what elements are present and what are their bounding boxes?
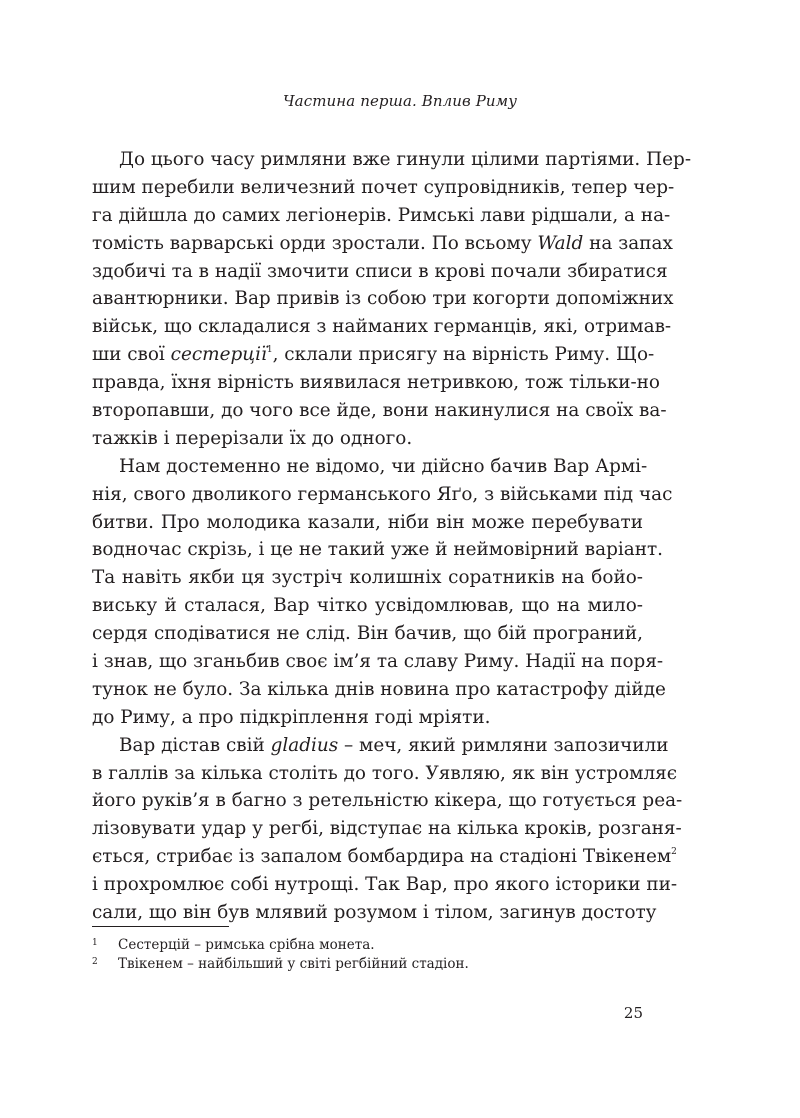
text-line — [92, 899, 657, 927]
text-line — [92, 564, 643, 592]
text-line — [92, 313, 672, 341]
text-run: і прохромлює собі нутрощі. Так Вар, про якого історики пи- — [92, 874, 678, 896]
footnote-text: Твікенем – найбільший у світі регбійний стадіон. — [118, 956, 469, 972]
text-run: в галлів за кілька століть до того. Уявляю, як він устромляє — [92, 762, 678, 784]
text-run: тунок не було. За кілька днів новина про катастрофу дійде — [92, 678, 666, 700]
text-run: ши свої — [92, 344, 171, 366]
footnotes — [92, 936, 643, 974]
running-head: Частина перша. Вплив Риму — [282, 92, 518, 110]
footnote-2 — [92, 955, 643, 974]
text-line — [92, 676, 666, 704]
text-line — [92, 397, 667, 425]
text-line — [92, 285, 674, 313]
text-run: второпавши, до чого все йде, вони накинулися на своїх ва- — [92, 400, 667, 422]
footnote-ref: 2 — [671, 847, 677, 858]
text-line — [92, 787, 683, 815]
text-line — [92, 341, 655, 369]
text-line — [92, 648, 664, 676]
text-run: здобичі та в надії змочити списи в крові почали збиратися — [92, 260, 668, 282]
text-line — [92, 425, 643, 453]
text-line — [92, 732, 669, 760]
text-line — [92, 704, 643, 732]
body-text — [92, 146, 692, 927]
text-run: До цього часу римляни вже гинули цілими партіями. Пер- — [119, 149, 692, 170]
text-run: до Риму, а про підкріплення годі мріяти. — [92, 706, 491, 728]
text-run: на запах — [583, 232, 673, 254]
text-line — [92, 536, 663, 564]
text-run: авантюрники. Вар привів із собою три когорти допоміжних — [92, 288, 674, 310]
italic-text: Wald — [537, 232, 584, 254]
text-line — [92, 843, 677, 871]
text-run: – меч, який римляни запозичили — [338, 734, 669, 756]
footnote-1 — [92, 936, 643, 955]
text-run: сердя сподіватися не слід. Він бачив, що бій програний, — [92, 623, 643, 645]
footnote-number: 1 — [92, 938, 98, 948]
text-line — [92, 871, 678, 899]
text-run: і знав, що зганьбив своє ім’я та славу Риму. Надії на поря- — [92, 651, 664, 673]
text-run: сали, що він був млявий розумом і тілом, загинув достоту — [92, 902, 657, 924]
text-line — [92, 230, 673, 258]
text-run: Нам достеменно не відомо, чи дійсно бачив Вар Армі- — [119, 455, 648, 477]
footnote-ref: 1 — [266, 345, 273, 356]
footnote-text: Сестерцій – римська срібна монета. — [118, 937, 375, 953]
text-line — [92, 815, 682, 843]
text-line — [92, 146, 692, 174]
text-line — [92, 760, 678, 788]
text-line — [92, 509, 643, 537]
text-run: Вар дістав свій — [119, 734, 271, 756]
footnote-divider — [92, 926, 229, 927]
text-line — [92, 369, 661, 397]
footnote-number: 2 — [92, 957, 98, 967]
text-line — [92, 620, 643, 648]
text-run: томість варварські орди зростали. По всьому — [92, 232, 538, 254]
text-line — [92, 258, 668, 286]
text-run: військ, що складалися з найманих германців, які, отримав- — [92, 316, 672, 338]
italic-text: сестерції — [170, 344, 267, 366]
text-run: його руків’я в багно з ретельністю кікера, що готується реа- — [92, 790, 683, 812]
text-run: шим перебили величезний почет супровідників, тепер чер- — [92, 176, 675, 198]
text-line — [92, 481, 673, 509]
text-line — [92, 453, 648, 481]
text-run: тажків і перерізали їх до одного. — [92, 427, 413, 449]
text-run: Та навіть якби ця зустріч колишніх соратників на бойо- — [92, 567, 643, 589]
page-number: 25 — [623, 1004, 643, 1022]
text-run: лізовувати удар у регбі, відступає на кілька кроків, розганя- — [92, 818, 682, 840]
text-line — [92, 174, 675, 202]
text-run: виську й сталася, Вар чітко усвідомлював, що на мило- — [92, 595, 643, 617]
text-run: нія, свого дволикого германського Яґо, з військами під час — [92, 483, 673, 505]
text-run: водночас скрізь, і це не такий уже й неймовірний варіант. — [92, 539, 663, 561]
text-run: правда, їхня вірність виявилася нетривкою, тож тільки-но — [92, 372, 661, 394]
text-run: ється, стрибає із запалом бомбардира на стадіоні Твікенем — [92, 846, 672, 868]
text-run: га дійшла до самих легіонерів. Римські лави рідшали, а на- — [92, 204, 671, 226]
italic-text: gladius — [270, 734, 339, 756]
text-run: битви. Про молодика казали, ніби він може перебувати — [92, 511, 643, 533]
text-line — [92, 202, 671, 230]
text-line — [92, 592, 643, 620]
text-run: , склали присягу на вірність Риму. Що- — [272, 344, 655, 366]
